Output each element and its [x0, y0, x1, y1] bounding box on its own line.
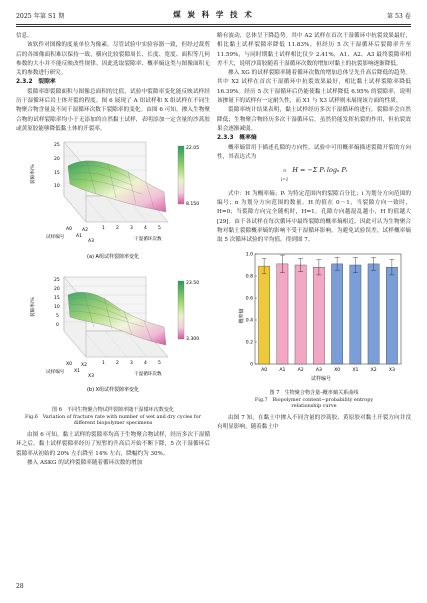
x-tick: A0 — [66, 227, 72, 233]
y-tick: 4 — [144, 360, 147, 366]
figure-6-caption-en: Fig.6 Variation of fracture rate with number of wet and dry cycles for different biopolymer specimens — [25, 413, 201, 427]
z-tick: 15 — [54, 171, 60, 177]
z-axis-label: 裂隙率/% — [31, 164, 36, 185]
bar-x0 — [331, 263, 342, 363]
z-tick: 20 — [54, 157, 60, 163]
z-tick: 25 — [54, 277, 60, 283]
x-tick: X0 — [66, 361, 72, 367]
paragraph: 裂隙率即裂隙面积与图像总面积的比值，试验中裂隙率变化能反映试样经历干湿循环后岩土体开裂的程度。图 6 展现了 A 组试样和 X 组试样在不同生物聚合物含量及不同干湿循环次数下裂隙率的变化。由图 6 可知，掺入生物聚合物的试样裂隙率均小于无添加的自然黏土试样，表明添加一定含量的沙蒿胶或黄原胶能够降低黏土体的开裂率。 — [16, 88, 210, 132]
page-number: 28 — [16, 583, 24, 590]
z-tick: 10 — [54, 184, 60, 190]
x-axis-label: 试样编号 — [46, 369, 65, 375]
bar-x2 — [368, 263, 379, 363]
x-axis-label: 试样编号 — [46, 235, 65, 241]
formula-limits — [281, 166, 289, 185]
figure-6 — [16, 134, 210, 427]
x-tick-label: A1 — [279, 367, 286, 373]
y-tick: 5 — [158, 360, 161, 366]
bar-x1 — [350, 265, 361, 364]
colorbar-max: 23.50 — [186, 280, 200, 286]
bar-a2 — [295, 265, 306, 364]
x-tick: A1 — [76, 234, 82, 240]
figure-6-caption: 图 6 不同生物聚合物试样裂隙率随干湿循环次数变化 — [51, 406, 175, 413]
z-tick: 0 — [56, 322, 59, 328]
paragraph: 式中：H 为概率熵；Pᵢ 为特定范围内的裂隙百分比；i 为划分方向范围的编号；n 为划分方向范围的数量。H 的值在 0～1，当裂隙方向一致时，H=0；当裂隙方向完全随机时，H=1。孔隙方向越混乱越小，H 的值越大[29]。由于各试样在每次循环中最终裂隙的概率熵相近，因此可认为生物聚合物对黏土裂隙概率熵的影响不受干湿循环影响。为避免试验误差，试样概率熵取 5 次循环试验的平均值，得到图 7。 — [217, 190, 411, 244]
y-axis-label: 干湿循环次数 — [134, 237, 162, 243]
z-tick: 5 — [56, 313, 59, 319]
journal-volume: 第 53 卷 — [386, 13, 411, 20]
y-tick-label: 0 — [250, 362, 253, 368]
right-column — [217, 32, 411, 433]
journal-title: 煤 炭 科 学 技 术 — [173, 10, 254, 19]
paragraph: 掺入 ASKG 的试样裂隙率随着循环次数的增加 — [27, 459, 143, 466]
x-tick-label: A2 — [297, 367, 304, 373]
formula-body: H = −Σ Pᵢ logₙ Pᵢ — [292, 166, 348, 175]
paragraph: 概率熵常用于描述孔隙的方向性，试验中可用概率熵描述裂隙开裂的方向性，其表达式为 — [217, 144, 411, 160]
y-tick-label: 0.2 — [245, 340, 253, 346]
x-tick-label: X1 — [352, 367, 359, 373]
bar-a3 — [313, 267, 324, 364]
bar-a0 — [258, 266, 269, 364]
bar-x3 — [386, 267, 397, 364]
figure-7-caption-en-2: relationship curve — [291, 403, 337, 410]
bar-a1 — [277, 263, 288, 363]
z-tick: 25 — [54, 143, 60, 149]
paragraph: 信息。 — [16, 33, 33, 39]
fig6-panel-a — [16, 134, 210, 266]
y-tick: 3 — [130, 226, 133, 232]
y-tick: 5 — [158, 226, 161, 232]
y-tick: 2 — [116, 360, 119, 366]
paragraph: 该软件对图像的度量单位为像素。尽管试验中实验容器一致，但经过裁剪后的各图像面积难以保持一致，横向比较裂隙周长、长度、宽度、面积等几何参数的大小并不能反映改性规律。因此选取裂隙率、概率熵这类与图像面积无关的参数进行研究。 — [16, 42, 210, 77]
figure-7-caption: 图 7 生物聚合物含量–概率熵关系曲线 — [269, 389, 359, 396]
y-tick: 1 — [102, 226, 105, 232]
z-tick: 10 — [54, 304, 60, 310]
y-tick-label: 0.6 — [245, 296, 253, 302]
z-axis-label: 裂隙率/% — [31, 296, 36, 317]
header-rule — [16, 24, 411, 25]
section-heading: 2.3.3 概率熵 — [217, 135, 257, 142]
x-tick: X3 — [88, 373, 94, 379]
x-tick-label: A3 — [315, 367, 322, 373]
subcaption-a: (a) A组试样裂隙率变化 — [87, 254, 139, 261]
formula-lower: i=1 — [280, 177, 289, 183]
colorbar — [178, 281, 184, 339]
entropy-formula — [217, 166, 411, 185]
header-rule-thin — [16, 26, 411, 27]
colorbar-min: 3.300 — [186, 336, 200, 342]
x-tick-label: X2 — [370, 367, 377, 373]
figure-7 — [217, 246, 411, 410]
fig7-bar-chart — [217, 246, 411, 384]
colorbar-max: 22.05 — [186, 146, 200, 152]
x-tick: X1 — [74, 368, 80, 374]
paragraph: 由图 7 知，在黏土中掺入不同含量的沙蒿胶、黄原胶对黏土开裂方向并没有明显影响。随着黏土中 — [217, 415, 411, 431]
x-tick-label: A0 — [261, 367, 268, 373]
z-tick: 15 — [54, 295, 60, 301]
subcaption-b: (b) X组试样裂隙率变化 — [86, 386, 140, 393]
y-tick-label: 1.0 — [245, 252, 253, 258]
paragraph: 略有波动，总体呈下降趋势。其中 A2 试样在首次干湿循环中抗裂效果最好，相比黏土试样裂隙率降低 11.83%。但经历 5 次干湿循环后裂隙率升至 11.59%，与同时期黏土试样相比仅少 2.41%，A1、A2、A3 最终裂隙率相差不大，说明沙蒿胶随着干湿循环次数的增加对黏土的抗裂影响逐渐降低。 — [217, 33, 411, 67]
y-tick: 3 — [130, 360, 133, 366]
y-tick: 4 — [144, 226, 147, 232]
section-heading: 2.3.2 裂隙率 — [16, 79, 56, 86]
x-tick-label: X0 — [334, 367, 341, 373]
colorbar-min: 8.150 — [186, 202, 200, 208]
colorbar — [178, 146, 184, 204]
paragraph: 掺入 XG 的试样裂隙率随着循环次数的增加总体呈先升高后降低的趋势。其中 X2 试样在首次干湿循环中抗裂效果最好，相比黏土试样裂隙率降低 16.39%。经历 5 次干湿循环后仍能使黏土试样降低 6.95% 的裂隙率，说明该掺量下的试样有一定耐久性，而 X1 与 X3 试样则未展现该方面的性质。 — [217, 70, 411, 105]
z-tick: 20 — [54, 286, 60, 292]
paragraph: 裂隙率统计结果表明，黏土试样经历多次干湿循环的进行，裂隙率会自然降低；生物聚合物经历多次干湿循环后，虽然仍能发挥抗裂的作用，但抗裂效果会逐渐减弱。 — [217, 107, 411, 132]
y-tick: 2 — [116, 226, 119, 232]
journal-issue: 2025 年第 S1 期 — [16, 13, 65, 20]
y-tick-label: 0.4 — [245, 318, 253, 324]
x-axis-label: 试样编号 — [310, 375, 332, 382]
y-axis-label: 概率熵 — [239, 308, 245, 324]
y-axis-label: 干湿循环次数 — [134, 371, 162, 377]
y-tick-label: 0.8 — [245, 274, 253, 280]
paragraph: 由图 6 可知，黏土试样的裂隙率均高于生物聚合物试样，经历多次干湿循环之后，黏土试样裂隙率经历了短暂的升高后开始不断下降，5 次干湿循环后裂隙率从初始的 20% 左右降至 14% 左右，降幅约为 30%。 — [16, 432, 210, 457]
x-tick: A3 — [88, 239, 94, 245]
x-tick: A2 — [82, 228, 88, 234]
figure-7-caption-en-1: Fig.7 Biopolymer content−probability entropy — [254, 396, 374, 403]
fig6-panel-b — [16, 271, 210, 401]
y-tick: 1 — [102, 360, 105, 366]
x-tick: X2 — [81, 362, 87, 368]
formula-upper: n — [283, 168, 286, 174]
x-tick-label: X3 — [388, 367, 395, 373]
left-column — [16, 32, 210, 468]
